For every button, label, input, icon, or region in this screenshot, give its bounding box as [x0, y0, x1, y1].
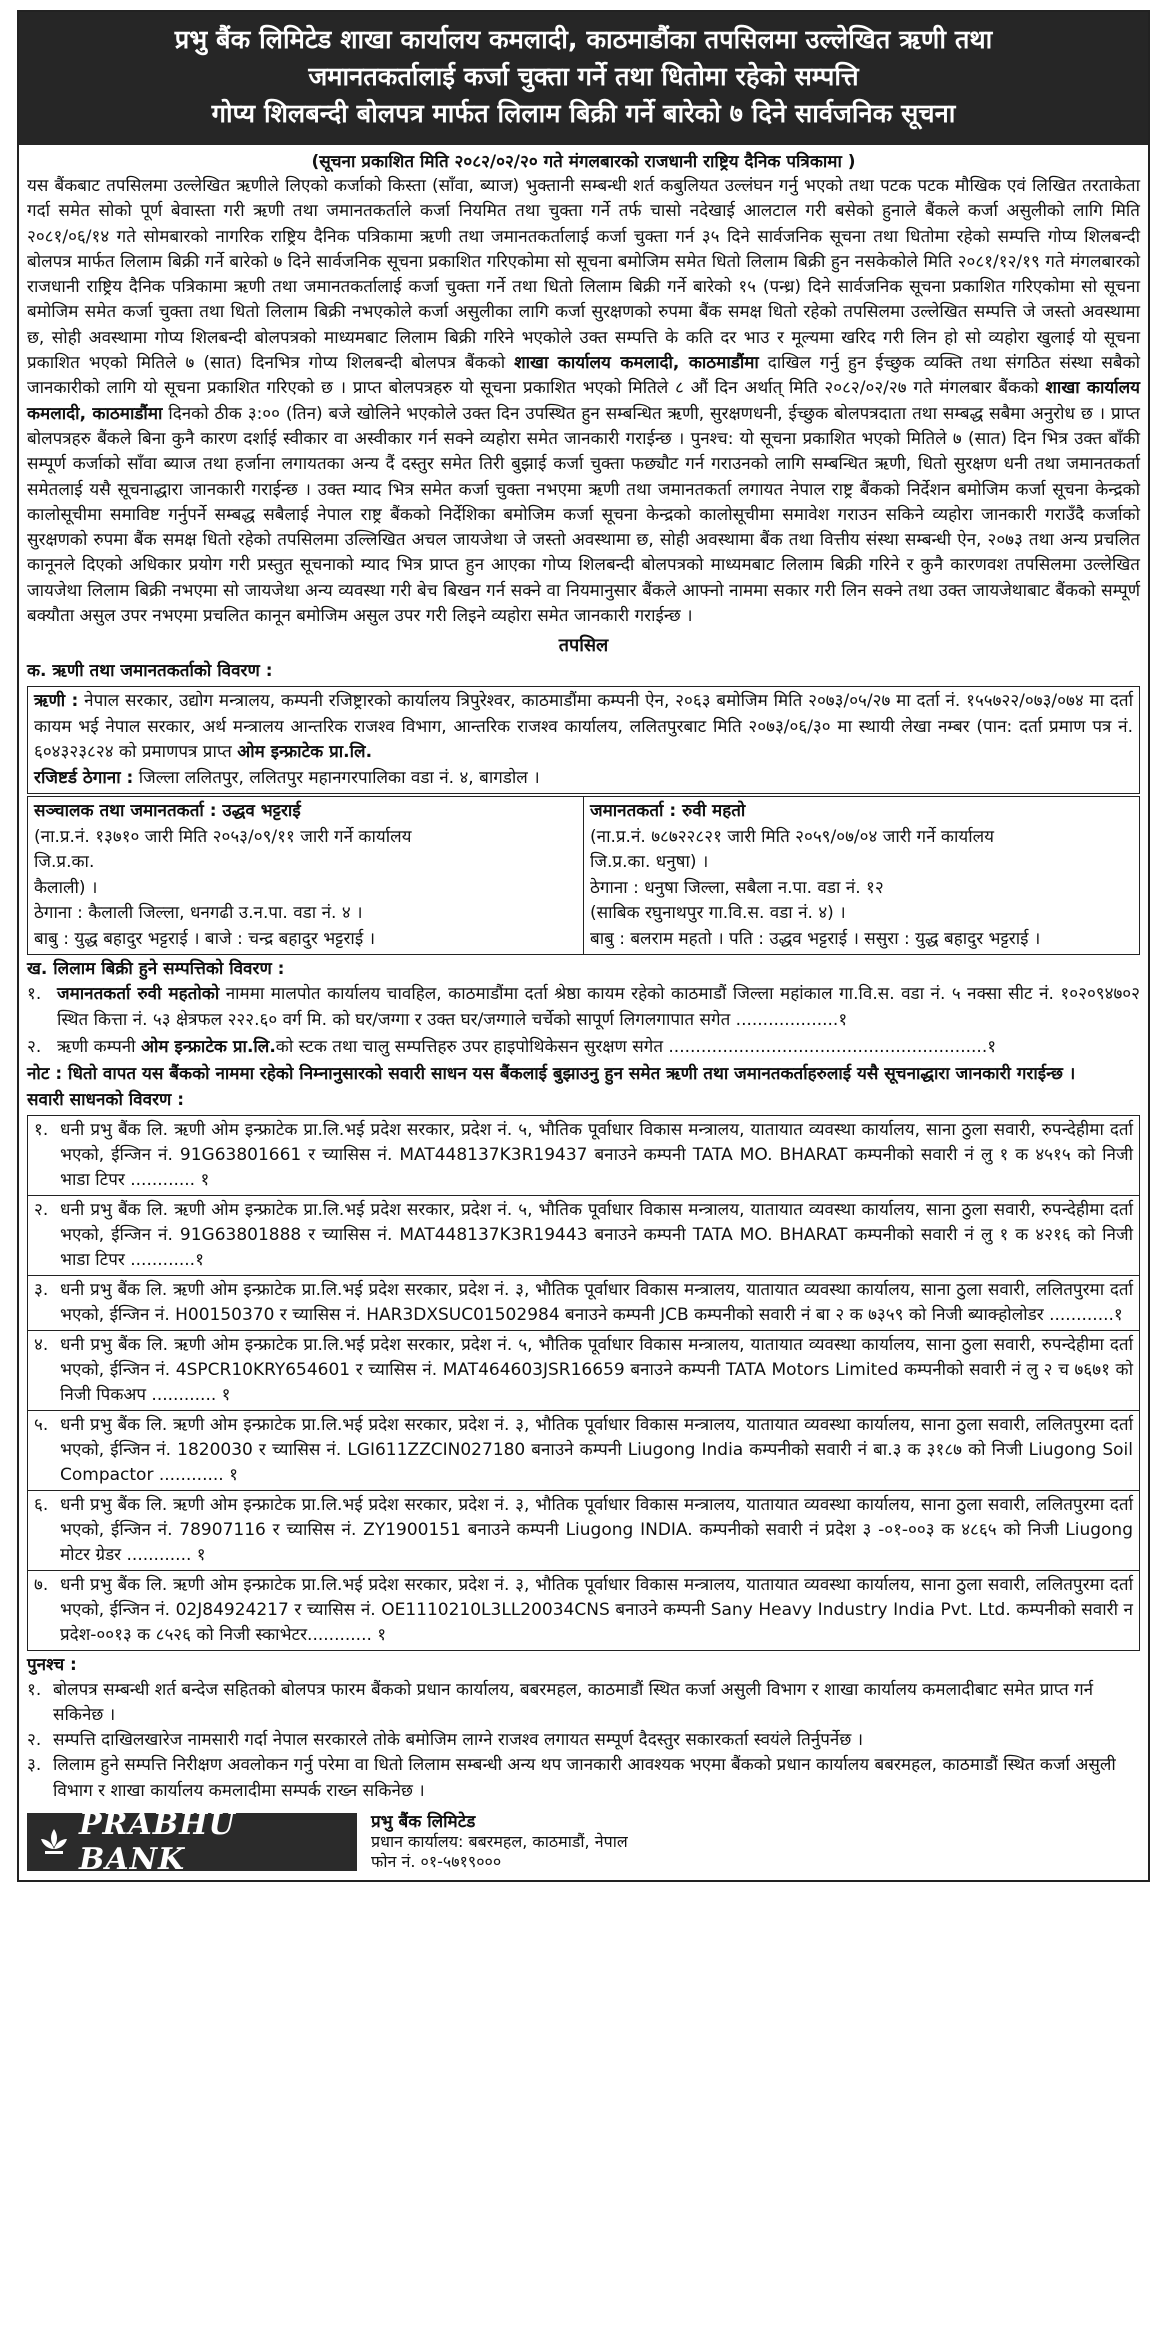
bank-phone: फोन नं. ०१-५७१९०००: [371, 1852, 502, 1872]
item-text: [57, 982, 1140, 1033]
guarantor-right: [584, 797, 1139, 954]
lotus-icon: [37, 1825, 71, 1859]
header-line-2: जमानतकर्तालाई कर्जा चुक्ता गर्ने तथा धितोमा रहेको सम्पत्ति: [308, 62, 859, 92]
guarantor-right-line-5: बाबु : बलराम महतो । पति : उद्धव भट्टराई । ससुरा : युद्ध बहादुर भट्टराई ।: [590, 928, 1041, 949]
notice-page: [17, 10, 1150, 1882]
item-number: २.: [34, 1199, 49, 1220]
item-text: धनी प्रभु बैंक लि. ऋणी ओम इन्फ्राटेक प्रा.लि.भई प्रदेश सरकार, प्रदेश नं. ५, भौतिक पूर्वाधार विकास मन्त्रालय, यातायात व्यवस्था कार्यालय, साना ठुला सवारी, रुपन्देहीमा दर्ता भएको, ईन्जिन नं. 4SPCR10KRY654601 र च्यासिस नं. MAT464603JSR16659 बनाउने कम्पनी TATA Motors Limited कम्पनीको सवारी नं लु २ च ७६७१ को निजी पिकअप ............ १: [60, 1334, 1133, 1405]
guarantor-right-line-4: (साबिक रघुनाथपुर गा.वि.स. वडा नं. ४) ।: [590, 903, 846, 924]
guarantor-table: [27, 796, 1140, 955]
item-text: धनी प्रभु बैंक लि. ऋणी ओम इन्फ्राटेक प्रा.लि.भई प्रदेश सरकार, प्रदेश नं. ३, भौतिक पूर्वाधार विकास मन्त्रालय, यातायात व्यवस्था कार्यालय, साना ठुला सवारी, ललितपुरमा दर्ता भएको, ईन्जिन नं. 02J84924217 र च्यासिस नं. OE1110210L3LL20034CNS बनाउने कम्पनी Sany Heavy Industry India Pvt. Ltd. कम्पनीको सवारी न प्रदेश-००१३ क ८५२६ को निजी स्काभेटर............ १: [60, 1574, 1133, 1645]
list-item: [28, 1411, 1139, 1491]
list-item: [28, 1276, 1139, 1331]
item-bold: जमानतकर्ता रुवी महतोको: [57, 984, 220, 1005]
list-item: [28, 1196, 1139, 1276]
list-item: [27, 1035, 1140, 1060]
bank-address: प्रधान कार्यालय: बबरमहल, काठमाडौं, नेपाल: [371, 1832, 628, 1852]
note-text: नोट : धितो वापत यस बैंकको नाममा रहेको निम्नानुसारको सवारी साधन यस बैंकलाई बुझाउनु हुन समेत ऋणी तथा जमानतकर्ताहरुलाई यसै सूचनाद्धारा जानकारी गराईन्छ ।: [27, 1064, 1076, 1085]
guarantor-right-line-2: जि.प्र.का. धनुषा) ।: [590, 852, 709, 873]
property-list: [19, 982, 1148, 1087]
body-paragraph-part-3: दिनको ठीक ३:०० (तिन) बजे खोलिने भएकोले उक्त दिन उपस्थित हुन सम्बन्धित ऋणी, सुरक्षणधनी, ईच्छुक बोलपत्रदाता तथा सम्बद्ध सबैमा अनुरोध छ । प्राप्त बोलपत्रहरु बैंकले बिना कुनै कारण दर्शाई स्वीकार वा अस्वीकार गर्न सक्ने व्यहोरा समेत जानकारी गराईन्छ । पुनश्च: यो सूचना प्रकाशित भएको मितिले ७ (सात) दिन भित्र उक्त बाँकी सम्पूर्ण कर्जाको साँवा ब्याज तथा हर्जाना लगायतका अन्य दैं दस्तुर समेत तिरी बुझाई कर्जा चुक्ता फछ्यौट गर्न गराउनको लागि सम्बन्धित ऋणी, धितो सुरक्षण धनी तथा जमानतकर्ता समेतलाई यसै सूचनाद्धारा जानकारी गराईन्छ । उक्त म्याद भित्र समेत कर्जा चुक्ता नभएमा ऋणी तथा जमानतकर्ता लगायत नेपाल राष्ट्र बैंकको निर्देशन बमोजिम कर्जा सूचना केन्द्रको कालोसूचीमा समाविष्ट गर्नुपर्ने सम्बद्ध सबैलाई नेपाल राष्ट्र बैंकको निर्देशिका बमोजिम कर्जा सूचना केन्द्रको कालोसूचीमा समावेश गराउन सकिने व्यहोरा जानकारी गराउँदै कर्जाको सुरक्षणको रुपमा बैंक समक्ष धितो रहेको तपसिलमा उल्लिखित अचल जायजेथा जे जस्तो अवस्थामा छ, सोही अवस्थामा बैंक तथा वित्तीय संस्था सम्बन्धी ऐन, २०७३ तथा अन्य प्रचलित कानूनले दिएको अधिकार प्रयोग गरी प्रस्तुत सूचनाको म्याद भित्र प्राप्त हुन आएका गोप्य शिलबन्दी बोलपत्रको माध्यमबाट लिलाम बिक्री गरिने र कुनै कारणवश तपसिलमा उल्लेखित जायजेथा लिलाम बिक्री नभएमा सो जायजेथा अन्य व्यवस्था गरी बेच बिखन गर्न सक्ने वा नियमानुसार बैंकले आफ्नो नाममा सकार गरी लिन सक्ने तथा उक्त जायजेथाबाट बैंकको सम्पूर्ण बक्यौता असुल उपर नभएमा प्रचलित कानून बमोजिम असुल उपर गरी लिइने व्यहोरा समेत जानकारी गराईन्छ ।: [27, 403, 1141, 627]
list-item: [28, 1571, 1139, 1650]
borrower-label: ऋणी :: [34, 691, 79, 712]
item-bold: ओम इन्फ्राटेक प्रा.लि.: [140, 1036, 276, 1057]
bank-name: प्रभु बैंक लिमिटेड: [371, 1812, 476, 1833]
registered-address: जिल्ला ललितपुर, ललितपुर महानगरपालिका वडा नं. ४, बागडोल ।: [138, 767, 540, 788]
header-line-1: प्रभु बैंक लिमिटेड शाखा कार्यालय कमलादी, काठमाडौंका तपसिलमा उल्लेखित ऋणी तथा: [174, 25, 993, 55]
guarantor-left-line-1: (ना.प्र.नं. १३७१० जारी मिति २०५३/०९/११ जारी गर्ने कार्यालय: [34, 826, 412, 847]
item-text: धनी प्रभु बैंक लि. ऋणी ओम इन्फ्राटेक प्रा.लि.भई प्रदेश सरकार, प्रदेश नं. ३, भौतिक पूर्वाधार विकास मन्त्रालय, यातायात व्यवस्था कार्यालय, साना ठुला सवारी, ललितपुरमा दर्ता भएको, ईन्जिन नं. H00150370 र च्यासिस नं. HAR3DXSUC01502984 बनाउने कम्पनी JCB कम्पनीको सवारी नं बा २ क ७३५९ को निजी ब्याक्होलोडर ............१: [60, 1279, 1133, 1325]
item-number: ४.: [34, 1334, 49, 1355]
item-text: धनी प्रभु बैंक लि. ऋणी ओम इन्फ्राटेक प्रा.लि.भई प्रदेश सरकार, प्रदेश नं. ३, भौतिक पूर्वाधार विकास मन्त्रालय, यातायात व्यवस्था कार्यालय, साना ठुला सवारी, ललितपुरमा दर्ता भएको, ईन्जिन नं. 78907116 र च्यासिस नं. ZY1900151 बनाउने कम्पनी Liugong INDIA. कम्पनीको सवारी नं प्रदेश ३ -०१-००३ क ४८६५ को निजी Liugong मोटर ग्रेडर ............ १: [60, 1494, 1133, 1565]
list-item: [28, 1491, 1139, 1571]
item-text: सम्पत्ति दाखिलखारेज नामसारी गर्दा नेपाल सरकारले तोके बमोजिम लाग्ने राजश्व लगायत सम्पूर्ण दैदस्तुर सकारकर्ता स्वयंले तिर्नुपर्नेछ ।: [53, 1730, 864, 1751]
item-body: नाममा मालपोत कार्यालय चावहिल, काठमाडौंमा दर्ता श्रेष्ठा कायम रहेको काठमाडौं जिल्ला महांकाल गा.वि.स. वडा नं. ५ नक्सा सीट नं. १०२०९४७०२ स्थित कित्ता नं. ५३ क्षेत्रफल २२२.६० वर्ग मि. को घर/जग्गा र उक्त घर/जग्गाले चर्चेको सापूर्ण लिगलगापात सगेत ...................१: [57, 984, 1140, 1030]
registered-address-label: रजिष्टर्ड ठेगाना :: [34, 767, 134, 788]
body-bold-branch-2: शाखा कार्यालय कमलादी, काठमाडौंमा: [27, 378, 1140, 424]
tapasil-title: तपसिल: [558, 635, 609, 657]
borrower-box: [27, 686, 1140, 794]
publication-subtitle: (सूचना प्रकाशित मिति २०८२/०२/२० गते मंगलबारको राजधानी राष्ट्रिय दैनिक पत्रिकामा ): [311, 152, 856, 172]
notice-header: [19, 12, 1148, 145]
item-text: धनी प्रभु बैंक लि. ऋणी ओम इन्फ्राटेक प्रा.लि.भई प्रदेश सरकार, प्रदेश नं. ५, भौतिक पूर्वाधार विकास मन्त्रालय, यातायात व्यवस्था कार्यालय, साना ठुला सवारी, रुपन्देहीमा दर्ता भएको, ईन्जिन नं. 91G63801888 र च्यासिस नं. MAT448137K3R19443 बनाउने कम्पनी TATA MO. BHARAT कम्पनीको सवारी नं लु १ क ४२१६ को निजी भाडा टिपर ............१: [60, 1199, 1133, 1270]
item-text: धनी प्रभु बैंक लि. ऋणी ओम इन्फ्राटेक प्रा.लि.भई प्रदेश सरकार, प्रदेश नं. ५, भौतिक पूर्वाधार विकास मन्त्रालय, यातायात व्यवस्था कार्यालय, साना ठुला सवारी, रुपन्देहीमा दर्ता भएको, ईन्जिन नं. 91G63801661 र च्यासिस नं. MAT448137K3R19437 बनाउने कम्पनी TATA MO. BHARAT कम्पनीको सवारी नं लु १ क ४५१५ को निजी भाडा टिपर ............ १: [60, 1119, 1133, 1190]
logo-text: PRABHU BANK: [79, 1807, 236, 1878]
item-number: ३.: [34, 1279, 49, 1300]
notice-footer: [27, 1807, 1140, 1878]
prabhu-bank-logo: [27, 1807, 357, 1878]
item-number: १.: [27, 984, 42, 1005]
item-text: धनी प्रभु बैंक लि. ऋणी ओम इन्फ्राटेक प्रा.लि.भई प्रदेश सरकार, प्रदेश नं. ३, भौतिक पूर्वाधार विकास मन्त्रालय, यातायात व्यवस्था कार्यालय, साना ठुला सवारी, ललितपुरमा दर्ता भएको, ईन्जिन नं. 1820030 र च्यासिस नं. LGI611ZZCIN027180 बनाउने कम्पनी Liugong India कम्पनीको सवारी नं बा.३ क ३१८७ को निजी Liugong Soil Compactor ............ १: [60, 1414, 1133, 1485]
item-text: बोलपत्र सम्बन्धी शर्त बन्देज सहितको बोलपत्र फारम बैंकको प्रधान कार्यालय, बबरमहल, काठमाडौं स्थित कर्जा असुली विभाग र शाखा कार्यालय कमलादीबाट समेत प्राप्त गर्न सकिनेछ ।: [53, 1679, 1094, 1725]
item-number: २.: [27, 1730, 42, 1751]
borrower-text: नेपाल सरकार, उद्योग मन्त्रालय, कम्पनी रजिष्ट्रारको कार्यालय त्रिपुरेश्वर, काठमाडौंमा कम्पनी ऐन, २०६३ बमोजिम मिति २०७३/०५/२७ मा दर्ता नं. १५५७२२/०७३/०७४ मा दर्ता कायम भई नेपाल सरकार, अर्थ मन्त्रालय आन्तरिक राजश्व विभाग, आन्तरिक राजश्व कार्यालय, ललितपुरबाट मिति २०७३/०६/३० मा स्थायी लेखा नम्बर (पान: दर्ता प्रमाण पत्र नं. ६०४३२३८२४ को प्रमाणपत्र प्राप्त: [34, 691, 1133, 763]
punashcha-list: [19, 1678, 1148, 1804]
guarantor-left-line-2: जि.प्र.का.: [34, 852, 95, 873]
item-text: [57, 1035, 1140, 1060]
guarantor-left-line-5: बाबु : युद्ध बहादुर भट्टराई । बाजे : चन्द्र बहादुर भट्टराई ।: [34, 928, 376, 949]
item-number: १.: [34, 1119, 49, 1140]
item-number: २.: [27, 1036, 42, 1057]
body-paragraph-part-1: यस बैंकबाट तपसिलमा उल्लेखित ऋणीले लिएको कर्जाको किस्ता (साँवा, ब्याज) भुक्तानी सम्बन्धी शर्त कबुलियत उल्लंघन गर्नु भएको तथा पटक पटक मौखिक एवं लिखित तरताकेता गर्दा समेत सोको पूर्ण बेवास्ता गरी ऋणी तथा जमानतकर्ताले कर्जा नियमित तथा चुक्ता गर्ने तर्फ चासो नदेखाई आलटाल गरी बसेको हुनाले बैंकले कर्जा असुलीको लागि मिति २०८१/०६/१४ गते सोमबारको नागरिक राष्ट्रिय दैनिक पत्रिकामा ऋणी तथा जमानतकर्तालाई कर्जा चुक्ता गर्न ३५ दिने सार्वजनिक सूचना तथा धितोमा रहेको सम्पत्ति गोप्य शिलबन्दी बोलपत्र मार्फत लिलाम बिक्री गर्ने बारेको ७ दिने सार्वजनिक सूचना प्रकाशित गरिएकोमा सो सूचना बमोजिम समेत धितो लिलाम बिक्री हुन नसकेकोले मिति २०८१/१२/१९ गते मंगलबारको राजधानी राष्ट्रिय दैनिक पत्रिकामा ऋणी तथा जमानतकर्तालाई कर्जा चुक्ता गर्ने तथा धितो लिलाम बिक्री गर्ने बारेको १५ (पन्ध्र) दिने सार्वजनिक सूचना प्रकाशित गरिएकोमा सो सूचना बमोजिम समेत कर्जा चुक्ता तथा धितो लिलाम बिक्री नभएकोले कर्जा असुलीका लागि कर्जा सुरक्षणको रुपमा बैंक समक्ष धितो रहेको तपसिलमा उल्लेखित सम्पत्ति जे जस्तो अवस्थामा छ, सोही अवस्थामा गोप्य शिलबन्दी बोलपत्रको माध्यमबाट लिलाम बिक्री गरिने भएकोले उक्त सम्पत्ति के कति दर भाउ र मूल्यमा खरिद गरी लिन हो सो व्यहोरा खुलाई यो सूचना प्रकाशित भएको मितिले ७ (सात) दिनभित्र गोप्य शिलबन्दी बोलपत्र बैंकको: [27, 176, 1140, 374]
borrower-details: [28, 687, 1139, 793]
list-item: [27, 1728, 1140, 1753]
header-line-3: गोप्य शिलबन्दी बोलपत्र मार्फत लिलाम बिक्री गर्ने बारेको ७ दिने सार्वजनिक सूचना: [211, 99, 956, 129]
guarantor-left-line-3: कैलाली) ।: [34, 877, 98, 898]
vehicles-list: [27, 1115, 1140, 1651]
vehicles-heading: सवारी साधनको विवरण :: [27, 1089, 185, 1110]
item-body: को स्टक तथा चालु सम्पत्तिहरु उपर हाइपोथिकेसन सुरक्षण सगेत ...........................................................१: [275, 1036, 997, 1057]
guarantor-right-label: जमानतकर्ता : रुवी महतो: [590, 801, 746, 822]
guarantor-right-line-1: (ना.प्र.नं. ७८७२२८२१ जारी मिति २०५९/०७/०४ जारी गर्ने कार्यालय: [590, 826, 995, 847]
list-item: [27, 1753, 1140, 1804]
section-kha-heading: ख. लिलाम बिक्री हुने सम्पत्तिको विवरण :: [27, 959, 285, 980]
guarantor-right-line-3: ठेगाना : धनुषा जिल्ला, सबैला न.पा. वडा नं. १२: [590, 877, 884, 898]
body-bold-branch-1: शाखा कार्यालय कमलादी, काठमाडौंमा: [514, 353, 759, 374]
item-number: ७.: [34, 1574, 49, 1595]
list-item: [27, 1678, 1140, 1729]
guarantor-left-line-4: ठेगाना : कैलाली जिल्ला, धनगढी उ.न.पा. वडा नं. ४ ।: [34, 903, 363, 924]
item-number: १.: [27, 1679, 42, 1700]
item-number: ६.: [34, 1494, 49, 1515]
list-item: [28, 1331, 1139, 1411]
item-number: ५.: [34, 1414, 49, 1435]
guarantor-left-label: सञ्चालक तथा जमानतकर्ता : उद्धव भट्टराई: [34, 801, 301, 822]
item-text: लिलाम हुने सम्पत्ति निरीक्षण अवलोकन गर्नु परेमा वा धितो लिलाम सम्बन्धी अन्य थप जानकारी आवश्यक भएमा बैंकको प्रधान कार्यालय बबरमहल, काठमाडौं स्थित कर्जा असुली विभाग र शाखा कार्यालय कमलादीमा सम्पर्क राख्न सकिनेछ ।: [53, 1755, 1116, 1801]
list-item: [27, 982, 1140, 1033]
bank-contact: [371, 1812, 628, 1872]
list-item: [28, 1116, 1139, 1196]
section-ka-heading: क. ऋणी तथा जमानतकर्ताको विवरण :: [27, 661, 273, 682]
guarantor-left: [28, 797, 584, 954]
item-prefix: ऋणी कम्पनी: [57, 1036, 136, 1057]
body-paragraph-part-2: दाखिल गर्नु हुन ईच्छुक व्यक्ति तथा संगठित संस्था सबैको जानकारीको लागि यो सूचना प्रकाशित गरिएको छ । प्राप्त बोलपत्रहरु यो सूचना प्रकाशित भएको मितिले ८ औं दिन अर्थात् मिति २०८२/०२/२७ गते मंगलबार बैंकको: [27, 353, 1141, 399]
item-number: ३.: [27, 1755, 42, 1776]
notice-body: [19, 174, 1148, 629]
punashcha-heading: पुनश्च :: [27, 1654, 77, 1675]
borrower-name: ओम इन्फ्राटेक प्रा.लि.: [237, 742, 373, 763]
